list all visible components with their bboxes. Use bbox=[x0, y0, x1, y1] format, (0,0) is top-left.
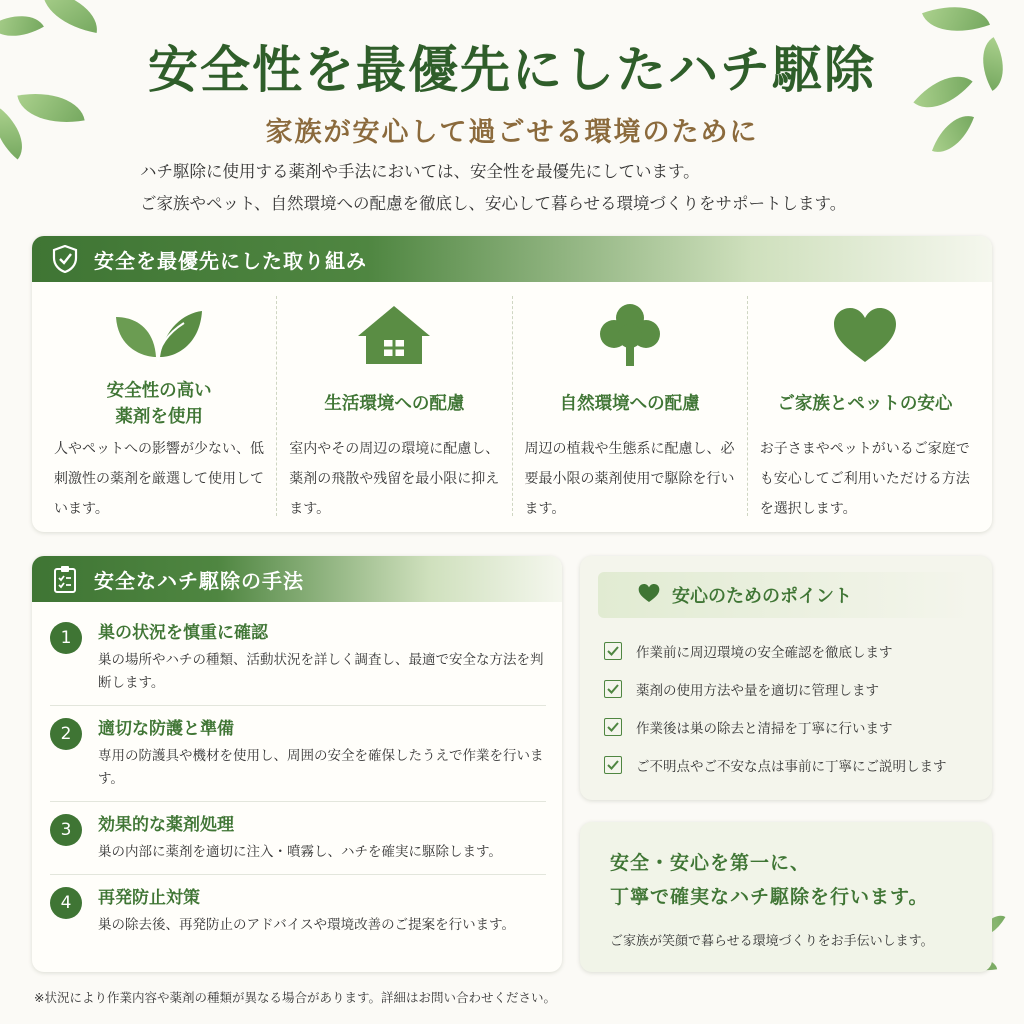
intro-line: ハチ駆除に使用する薬剤や手法においては、安全性を最優先にしています。 bbox=[140, 162, 700, 181]
closing-note: ご家族が笑顔で暮らせる環境づくりをお手伝いします。 bbox=[610, 934, 934, 949]
point-text: 作業前に周辺環境の安全確認を徹底します bbox=[636, 645, 893, 661]
feature-title: 安全性の高い 薬剤を使用 bbox=[106, 381, 212, 427]
checkbox-icon bbox=[604, 718, 622, 736]
point-item bbox=[604, 708, 968, 746]
step-item bbox=[50, 802, 546, 875]
heart-icon bbox=[760, 302, 970, 368]
checkbox-icon bbox=[604, 680, 622, 698]
clipboard-list-icon bbox=[50, 564, 80, 594]
feature-text: お子さまやペットがいるご家庭でも安心してご利用いただける方法を選択します。 bbox=[759, 441, 970, 517]
points-heading: 安心のためのポイント bbox=[672, 586, 852, 607]
feature-title: 自然環境への配慮 bbox=[559, 394, 700, 414]
step-title: 再発防止対策 bbox=[98, 888, 200, 908]
leaves-icon bbox=[54, 302, 264, 368]
step-title: 適切な防護と準備 bbox=[98, 719, 234, 739]
point-text: ご不明点やご不安な点は事前に丁寧にご説明します bbox=[636, 759, 947, 775]
tree-icon bbox=[525, 302, 735, 368]
checkbox-icon bbox=[604, 642, 622, 660]
points-heading-band bbox=[598, 572, 974, 618]
feature-title: 生活環境への配慮 bbox=[324, 394, 465, 414]
step-item bbox=[50, 875, 546, 947]
point-item bbox=[604, 670, 968, 708]
step-text: 巣の場所やハチの種類、活動状況を詳しく調査し、最適で安全な方法を判断します。 bbox=[98, 652, 544, 691]
point-item bbox=[604, 632, 968, 670]
step-list bbox=[32, 602, 562, 947]
point-item bbox=[604, 746, 968, 784]
page-subtitle: 家族が安心して過ごせる環境のために bbox=[265, 117, 759, 148]
page-title: 安全性を最優先にしたハチ駆除 bbox=[148, 40, 876, 99]
step-number: 2 bbox=[50, 718, 82, 750]
feature-title: ご家族とペットの安心 bbox=[777, 394, 953, 414]
page-header bbox=[0, 30, 1024, 149]
points-card bbox=[580, 556, 992, 800]
priority-heading: 安全を最優先にした取り組み bbox=[94, 248, 367, 273]
step-text: 巣の除去後、再発防止のアドバイスや環境改善のご提案を行います。 bbox=[98, 917, 516, 933]
methods-heading-band bbox=[32, 556, 562, 602]
heart-icon bbox=[638, 583, 660, 608]
feature-item bbox=[748, 296, 982, 516]
step-number: 4 bbox=[50, 887, 82, 919]
closing-line: 安全・安心を第一に、 bbox=[610, 852, 811, 874]
points-list bbox=[580, 618, 992, 784]
step-number: 1 bbox=[50, 622, 82, 654]
feature-item bbox=[513, 296, 748, 516]
closing-line: 丁寧で確実なハチ駆除を行います。 bbox=[610, 886, 929, 908]
point-text: 作業後は巣の除去と清掃を丁寧に行います bbox=[636, 721, 893, 737]
methods-heading: 安全なハチ駆除の手法 bbox=[94, 568, 304, 593]
checkbox-icon bbox=[604, 756, 622, 774]
footnote: ※状況により作業内容や薬剤の種類が異なる場合があります。詳細はお問い合わせください。 bbox=[34, 990, 556, 1005]
step-item bbox=[50, 610, 546, 706]
intro-text bbox=[140, 156, 980, 220]
step-item bbox=[50, 706, 546, 802]
step-title: 効果的な薬剤処理 bbox=[98, 815, 234, 835]
feature-list bbox=[32, 282, 992, 516]
point-text: 薬剤の使用方法や量を適切に管理します bbox=[636, 683, 879, 699]
feature-text: 室内やその周辺の環境に配慮し、薬剤の飛散や残留を最小限に抑えます。 bbox=[289, 441, 500, 517]
priority-heading-band bbox=[32, 236, 992, 282]
feature-text: 周辺の植栽や生態系に配慮し、必要最小限の薬剤使用で駆除を行います。 bbox=[524, 441, 735, 517]
feature-item bbox=[277, 296, 512, 516]
feature-item bbox=[42, 296, 277, 516]
step-text: 専用の防護具や機材を使用し、周囲の安全を確保したうえで作業を行います。 bbox=[98, 748, 544, 787]
step-number: 3 bbox=[50, 814, 82, 846]
methods-card bbox=[32, 556, 562, 972]
closing-card bbox=[580, 822, 992, 972]
feature-text: 人やペットへの影響が少ない、低刺激性の薬剤を厳選して使用しています。 bbox=[54, 441, 264, 517]
house-icon bbox=[289, 302, 499, 368]
step-text: 巣の内部に薬剤を適切に注入・噴霧し、ハチを確実に駆除します。 bbox=[98, 844, 502, 860]
step-title: 巣の状況を慎重に確認 bbox=[98, 623, 268, 643]
intro-line: ご家族やペット、自然環境への配慮を徹底し、安心して暮らせる環境づくりをサポートします。 bbox=[140, 194, 847, 213]
shield-check-icon bbox=[50, 244, 80, 274]
priority-card bbox=[32, 236, 992, 532]
